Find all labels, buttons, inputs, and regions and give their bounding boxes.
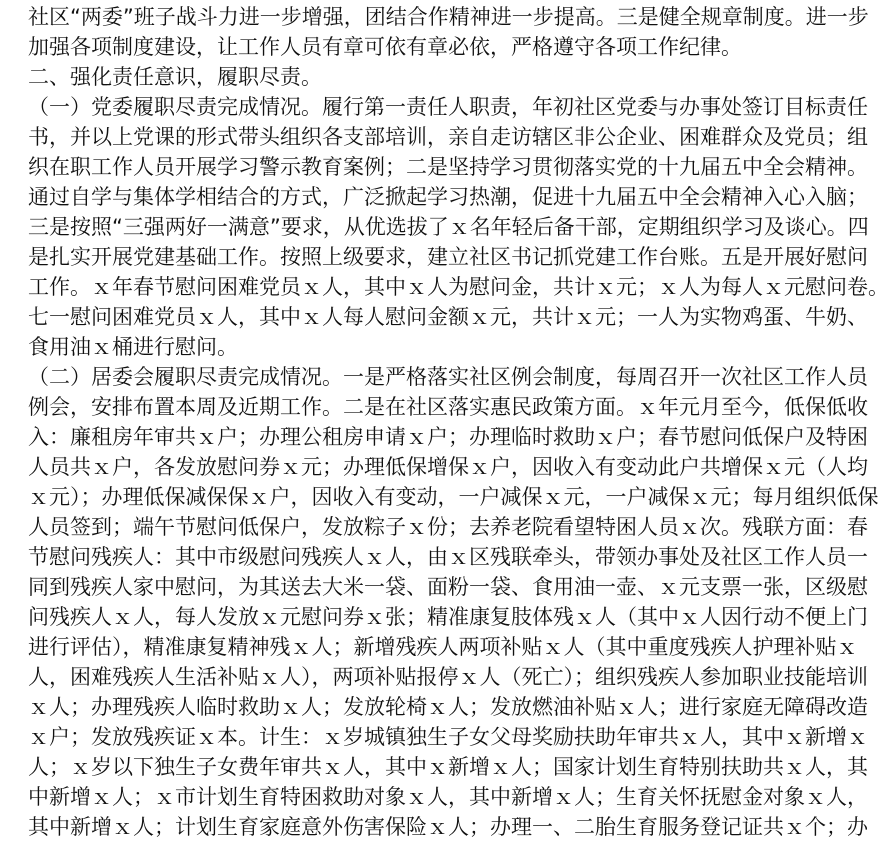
text-line: 人；ｘ岁以下独生子女费年审共ｘ人，其中ｘ新增ｘ人；国家计划生育特别扶助共ｘ人，其 bbox=[28, 755, 868, 779]
text-line: 例会，安排布置本周及近期工作。二是在社区落实惠民政策方面。ｘ年元月至今，低保低收 bbox=[28, 395, 868, 419]
text-line: 同到残疾人家中慰问，为其送去大米一袋、面粉一袋、食用油一壶、ｘ元支票一张，区级慰 bbox=[28, 575, 868, 599]
text-line: 进行评估），精准康复精神残ｘ人；新增残疾人两项补贴ｘ人（其中重度残疾人护理补贴ｘ bbox=[28, 635, 858, 659]
text-line: 社区“两委”班子战斗力进一步增强，团结合作精神进一步提高。三是健全规章制度。进一步 bbox=[28, 5, 869, 29]
text-line: 七一慰问困难党员ｘ人，其中ｘ人每人慰问金额ｘ元，共计ｘ元；一人为实物鸡蛋、牛奶、 bbox=[28, 305, 868, 329]
text-line: 书，并以上党课的形式带头组织各支部培训，亲自走访辖区非公企业、困难群众及党员；组 bbox=[28, 125, 868, 149]
text-line: 问残疾人ｘ人，每人发放ｘ元慰问券ｘ张；精准康复肢体残ｘ人（其中ｘ人因行动不便上门 bbox=[28, 605, 868, 629]
text-line: 中新增ｘ人；ｘ市计划生育特困救助对象ｘ人，其中新增ｘ人；生育关怀抚慰金对象ｘ人， bbox=[28, 785, 868, 809]
text-line: （一）党委履职尽责完成情况。履行第一责任人职责，年初社区党委与办事处签订目标责任 bbox=[28, 95, 868, 119]
text-line: ｘ人；办理残疾人临时救助ｘ人；发放轮椅ｘ人；发放燃油补贴ｘ人；进行家庭无障碍改造 bbox=[28, 695, 868, 719]
text-line: 工作。ｘ年春节慰问困难党员ｘ人，其中ｘ人为慰问金，共计ｘ元；ｘ人为每人ｘ元慰问卷。 bbox=[28, 275, 889, 299]
text-line: 通过自学与集体学相结合的方式，广泛掀起学习热潮，促进十九届五中全会精神入心入脑； bbox=[28, 185, 868, 209]
text-line: 食用油ｘ桶进行慰问。 bbox=[28, 335, 238, 359]
text-line: 入：廉租房年审共ｘ户；办理公租房申请ｘ户；办理临时救助ｘ户；春节慰问低保户及特困 bbox=[28, 425, 868, 449]
text-line: 三是按照“三强两好一满意”要求，从优选拔了ｘ名年轻后备干部，定期组织学习及谈心。四 bbox=[28, 215, 869, 239]
text-line: 加强各项制度建设，让工作人员有章可依有章必依，严格遵守各项工作纪律。 bbox=[28, 35, 742, 59]
section-heading: 二、强化责任意识，履职尽责。 bbox=[28, 65, 322, 89]
text-line: 人员共ｘ户，各发放慰问券ｘ元；办理低保增保ｘ户，因收入有变动此户共增保ｘ元（人均 bbox=[28, 455, 868, 479]
text-line: 是扎实开展党建基础工作。按照上级要求，建立社区书记抓党建工作台账。五是开展好慰问 bbox=[28, 245, 868, 269]
text-line: 节慰问残疾人：其中市级慰问残疾人ｘ人，由ｘ区残联牵头，带领办事处及社区工作人员一 bbox=[28, 545, 868, 569]
text-line: 人，困难残疾人生活补贴ｘ人），两项补贴报停ｘ人（死亡）；组织残疾人参加职业技能培训 bbox=[28, 665, 868, 689]
text-line: ｘ户；发放残疾证ｘ本。计生：ｘ岁城镇独生子女父母奖励扶助年审共ｘ人，其中ｘ新增ｘ bbox=[28, 725, 868, 749]
text-line: （二）居委会履职尽责完成情况。一是严格落实社区例会制度，每周召开一次社区工作人员 bbox=[28, 365, 868, 389]
text-line: 人员签到；端午节慰问低保户，发放粽子ｘ份；去养老院看望特困人员ｘ次。残联方面：春 bbox=[28, 515, 868, 539]
text-line: 其中新增ｘ人；计划生育家庭意外伤害保险ｘ人；办理一、二胎生育服务登记证共ｘ个；办 bbox=[28, 815, 868, 839]
text-line: 织在职工作人员开展学习警示教育案例；二是坚持学习贯彻落实党的十九届五中全会精神。 bbox=[28, 155, 868, 179]
text-line: ｘ元）；办理低保减保保ｘ户，因收入有变动，一户减保ｘ元，一户减保ｘ元；每月组织低保 bbox=[28, 485, 879, 509]
